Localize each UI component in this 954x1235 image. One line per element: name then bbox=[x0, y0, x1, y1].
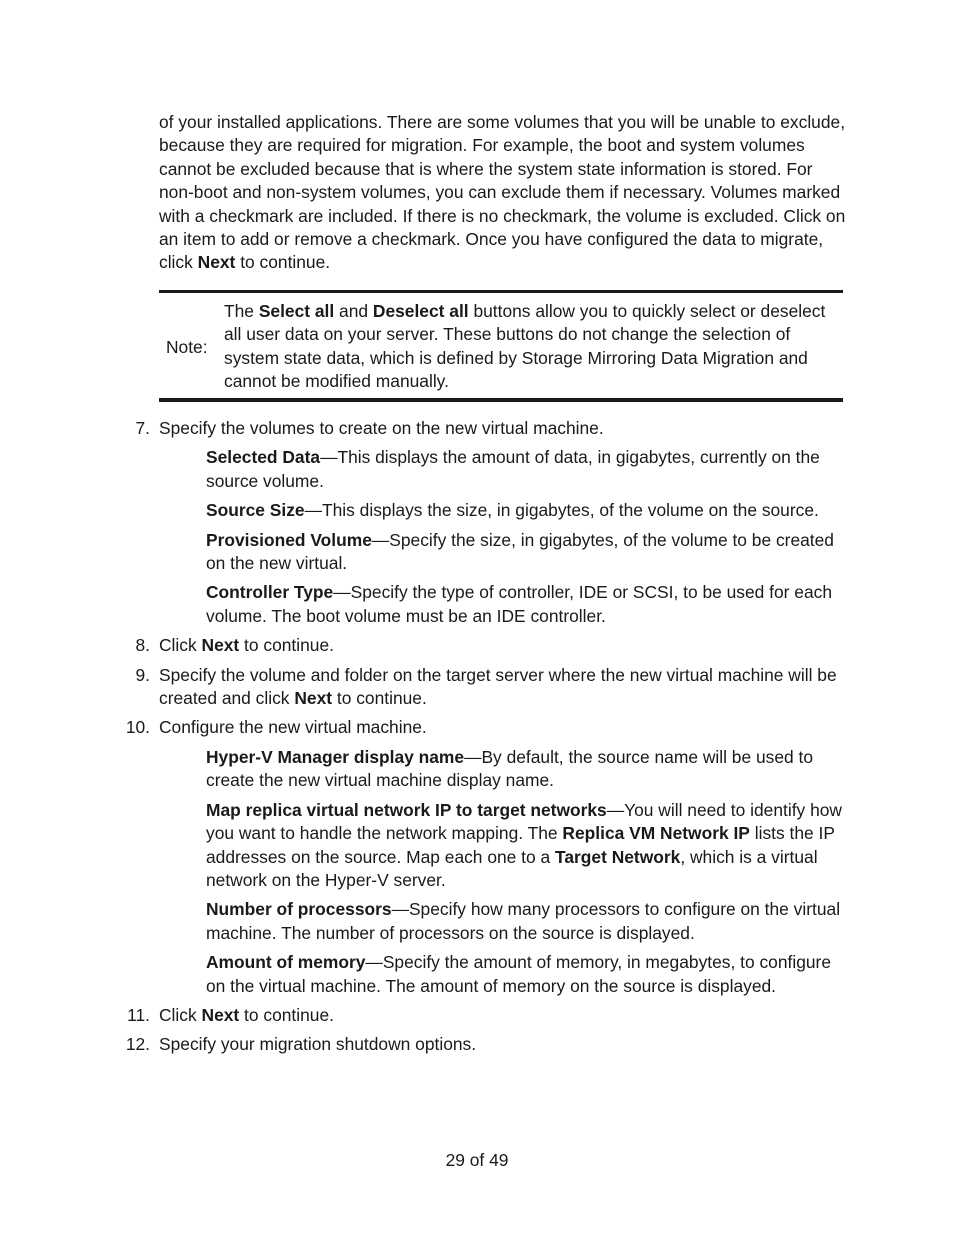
description: lists the IP addresses on the source. Map each one to a bbox=[206, 823, 835, 867]
step-11 bbox=[0, 1004, 849, 1027]
step-text: Configure the new virtual machine. bbox=[159, 717, 427, 738]
step-text: Specify your migration shutdown options. bbox=[159, 1034, 477, 1055]
note-text-part: buttons allow you to quickly select or deselect all user data on your server. These buttons do not change the selection of system state data, which is defined by Storage Mirroring Data Migration and cannot be modified manually. bbox=[224, 301, 826, 392]
hyperv-display-name-item bbox=[206, 746, 846, 793]
text: Click bbox=[159, 1004, 202, 1025]
intro-next-bold: Next bbox=[197, 252, 236, 273]
description: —Specify the type of controller, IDE or SCSI, to be used for each volume. The boot volume must be an IDE controller. bbox=[206, 582, 833, 626]
number-of-processors-item bbox=[206, 898, 846, 945]
step-7 bbox=[0, 417, 849, 628]
controller-type-item bbox=[206, 581, 846, 628]
replica-vm-network-ip: Replica VM Network IP bbox=[562, 823, 750, 844]
note-text-part: and bbox=[334, 301, 373, 321]
description: —Specify how many processors to configure on the virtual machine. The number of processors on the source is displayed. bbox=[206, 899, 841, 943]
term: Number of processors bbox=[206, 899, 392, 920]
intro-text: of your installed applications. There are some volumes that you will be unable to exclude, because they are required for migration. For example, the boot and system volumes cannot be excluded because that is where the system state information is stored. For non-boot and non-system volumes, you can exclude them if necessary. Volumes marked with a checkmark are included. If there is no checkmark, the volume is excluded. Click on an item to add or remove a checkmark. Once you have configured the data to migrate, click bbox=[159, 112, 846, 273]
step-text bbox=[159, 634, 849, 657]
note-text-part: The bbox=[224, 301, 259, 321]
term: Provisioned Volume bbox=[206, 529, 372, 550]
next-bold: Next bbox=[201, 1004, 240, 1025]
step-12 bbox=[0, 1033, 849, 1056]
text: to continue. bbox=[332, 688, 427, 709]
text: to continue. bbox=[239, 635, 334, 656]
step-9 bbox=[0, 664, 849, 711]
map-network-item bbox=[206, 799, 846, 893]
amount-of-memory-item bbox=[206, 951, 846, 998]
description: , which is a virtual network on the Hyper-V server. bbox=[206, 846, 818, 890]
step-number: 10. bbox=[125, 717, 150, 738]
description: —By default, the source name will be used to create the new virtual machine display name. bbox=[206, 746, 814, 791]
term: Selected Data bbox=[206, 447, 321, 468]
selected-data-item bbox=[206, 446, 846, 493]
step-number: 8. bbox=[135, 635, 150, 656]
note-box bbox=[159, 290, 843, 402]
term: Amount of memory bbox=[206, 952, 366, 973]
term: Map replica virtual network IP to target networks bbox=[206, 799, 607, 820]
text: Specify the volume and folder on the target server where the new virtual machine will be created and click bbox=[159, 664, 837, 709]
target-network: Target Network bbox=[555, 846, 681, 867]
step-text: Specify the volumes to create on the new virtual machine. bbox=[159, 418, 604, 438]
intro-paragraph bbox=[159, 111, 849, 275]
intro-text-end: to continue. bbox=[235, 252, 331, 273]
step-8 bbox=[0, 634, 849, 657]
step-number: 9. bbox=[135, 664, 150, 685]
note-deselect-all: Deselect all bbox=[372, 301, 469, 321]
next-bold: Next bbox=[294, 688, 333, 709]
provisioned-volume-item bbox=[206, 529, 846, 576]
note-text bbox=[224, 300, 836, 394]
description: —This displays the size, in gigabytes, of the volume on the source. bbox=[304, 500, 819, 521]
term: Hyper-V Manager display name bbox=[206, 746, 465, 767]
next-bold: Next bbox=[201, 635, 240, 656]
description: —Specify the amount of memory, in megabytes, to configure on the virtual machine. The amount of memory on the source is displayed. bbox=[206, 952, 832, 996]
step-number: 12. bbox=[125, 1034, 150, 1055]
step-text bbox=[159, 664, 849, 711]
description: —This displays the amount of data, in gigabytes, currently on the source volume. bbox=[206, 447, 820, 491]
note-select-all: Select all bbox=[258, 301, 335, 321]
text: to continue. bbox=[239, 1004, 334, 1025]
description: —You will need to identify how you want to handle the network mapping. The bbox=[206, 799, 842, 844]
steps-list bbox=[0, 417, 954, 1063]
step-text bbox=[159, 1004, 849, 1027]
step-number: 7. bbox=[135, 418, 150, 438]
note-label: Note: bbox=[166, 337, 208, 357]
step-10 bbox=[0, 716, 849, 997]
description: —Specify the size, in gigabytes, of the volume to be created on the new virtual. bbox=[206, 529, 834, 574]
step-number: 11. bbox=[127, 1004, 150, 1025]
text: Click bbox=[159, 635, 202, 656]
page-number: 29 of 49 bbox=[445, 1150, 509, 1170]
term: Source Size bbox=[206, 500, 305, 521]
source-size-item bbox=[206, 499, 846, 522]
term: Controller Type bbox=[206, 582, 334, 603]
